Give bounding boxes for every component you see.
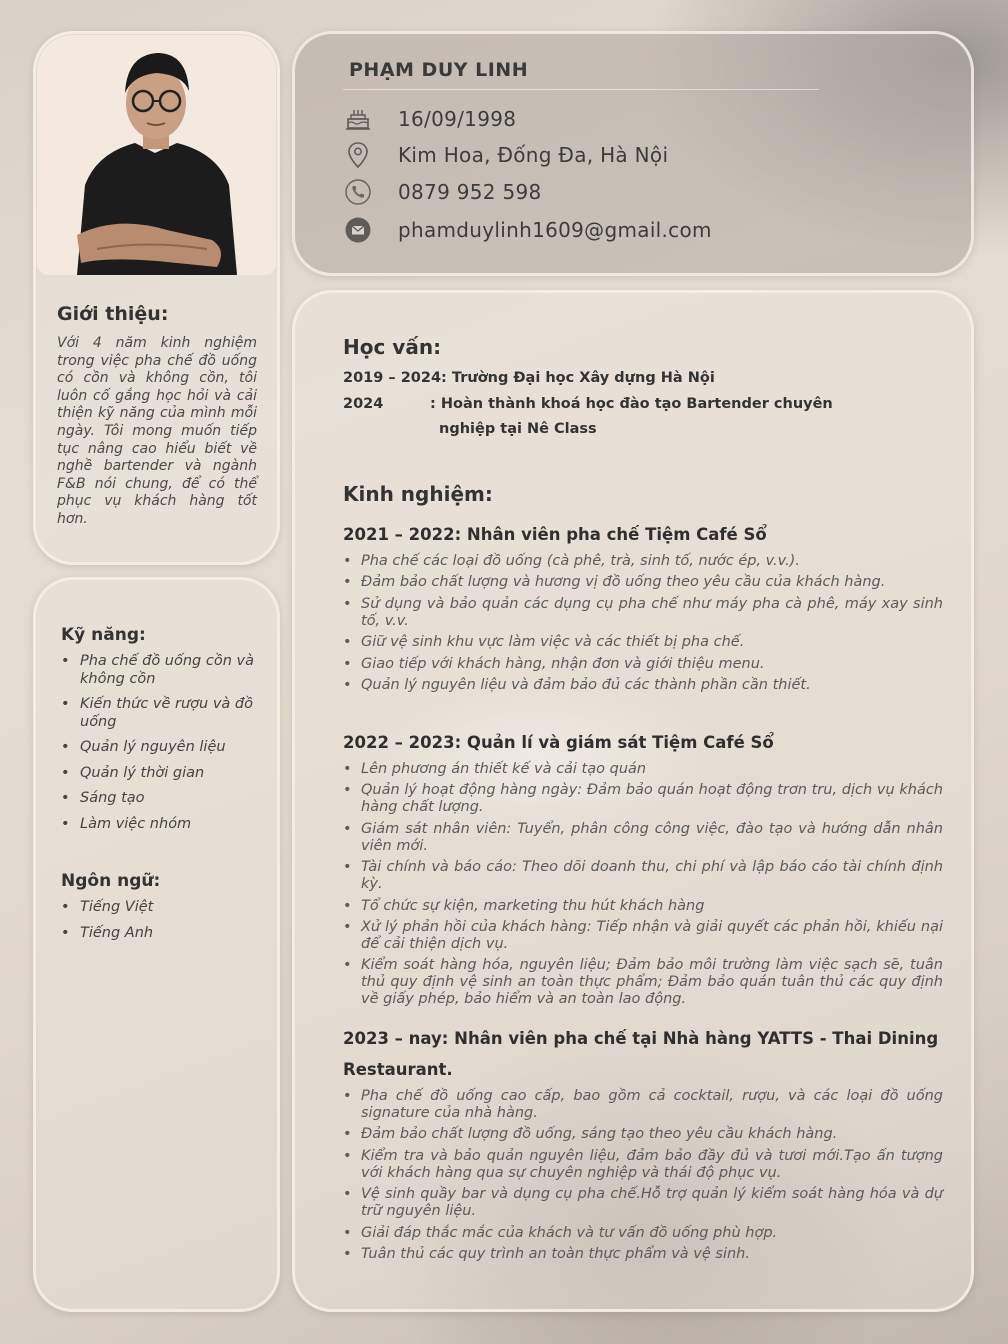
about-text: Với 4 năm kinh nghiệm trong việc pha chế đồ uống có cồn và không cồn, tôi luôn cố gắng học hỏi và cải thiện kỹ năng của mình mỗi ngày. Tôi mong muốn tiếp tục nâng cao hiểu biết về nghề bartender và ngành F&B nói chung, để có thể phục vụ khách hàng tốt hơn. <box>57 335 257 527</box>
skills-list <box>61 653 261 833</box>
job-duty: • Đảm bảo chất lượng và hương vị đồ uống theo yêu cầu của khách hàng. <box>343 574 943 591</box>
skill-item: • Làm việc nhóm <box>61 816 261 834</box>
contact-phone <box>344 177 542 207</box>
job-duty: • Tài chính và báo cáo: Theo dõi doanh thu, chi phí và lập báo cáo tài chính định kỳ. <box>343 859 943 893</box>
job-duty: • Tuân thủ các quy trình an toàn thực phẩm và vệ sinh. <box>343 1246 943 1263</box>
phone-icon <box>344 178 372 206</box>
education-text-continued: nghiệp tại Nê Class <box>439 421 597 437</box>
contact-email <box>344 215 712 245</box>
contact-birthday <box>344 104 516 134</box>
language-item: • Tiếng Việt <box>61 899 261 917</box>
job-title-continued: Restaurant. <box>343 1060 453 1079</box>
phone-text: 0879 952 598 <box>398 180 542 204</box>
skill-item: • Quản lý nguyên liệu <box>61 739 261 757</box>
education-period: 2024 <box>343 396 384 412</box>
education-heading: Học vấn: <box>343 335 442 359</box>
education-row <box>343 396 833 412</box>
job-duty: • Vệ sinh quầy bar và dụng cụ pha chế.Hỗ trợ quản lý kiểm soát hàng hóa và dự trữ nguyên liệu. <box>343 1186 943 1220</box>
language-item: • Tiếng Anh <box>61 925 261 943</box>
profile-photo <box>37 35 276 275</box>
portrait-image <box>37 35 276 275</box>
job-duty: • Giám sát nhân viên: Tuyển, phân công công việc, đào tạo và hướng dẫn nhân viên mới. <box>343 821 943 855</box>
job-duty: • Giải đáp thắc mắc của khách và tư vấn đồ uống phù hợp. <box>343 1225 943 1242</box>
job-title: 2023 – nay: Nhân viên pha chế tại Nhà hàng YATTS - Thai Dining <box>343 1029 939 1048</box>
job-title: 2022 – 2023: Quản lí và giám sát Tiệm Café Sổ <box>343 733 774 752</box>
job-duties-list <box>343 1088 943 1267</box>
job-duties-list <box>343 553 943 698</box>
address-text: Kim Hoa, Đống Đa, Hà Nội <box>398 143 669 167</box>
education-text: Trường Đại học Xây dựng Hà Nội <box>451 370 715 386</box>
job-duty: • Sử dụng và bảo quản các dụng cụ pha chế như máy pha cà phê, máy xay sinh tố, v.v. <box>343 596 943 630</box>
languages-list <box>61 899 261 943</box>
location-pin-icon <box>344 141 372 169</box>
email-icon <box>344 216 372 244</box>
job-duty: • Pha chế đồ uống cao cấp, bao gồm cả cocktail, rượu, và các loại đồ uống signature của nhà hàng. <box>343 1088 943 1122</box>
job-duty: • Quản lý hoạt động hàng ngày: Đảm bảo quán hoạt động trơn tru, dịch vụ khách hàng chất lượng. <box>343 782 943 816</box>
education-row <box>343 370 715 386</box>
skills-heading: Kỹ năng: <box>61 625 146 645</box>
job-duty: • Kiểm soát hàng hóa, nguyên liệu; Đảm bảo môi trường làm việc sạch sẽ, tuân thủ quy định vệ sinh an toàn thực phẩm; Đảm bảo quán tuân thủ các quy định về giấy phép, bảo hiểm và an toàn lao động. <box>343 957 943 1008</box>
name-divider <box>343 89 819 90</box>
job-duty: • Kiểm tra và bảo quản nguyên liệu, đảm bảo đầy đủ và tươi mới.Tạo ấn tượng với khách hàng qua sự chuyên nghiệp và thái độ phục vụ. <box>343 1148 943 1182</box>
education-text: : Hoàn thành khoá học đào tạo Bartender chuyên <box>430 396 833 412</box>
skill-item: • Pha chế đồ uống cồn và không cồn <box>61 653 261 688</box>
job-duty: • Đảm bảo chất lượng đồ uống, sáng tạo theo yêu cầu khách hàng. <box>343 1126 943 1143</box>
job-duty: • Tổ chức sự kiện, marketing thu hút khách hàng <box>343 898 943 915</box>
birthday-cake-icon <box>344 105 372 133</box>
job-duty: • Lên phương án thiết kế và cải tạo quán <box>343 761 943 778</box>
about-heading: Giới thiệu: <box>57 303 169 325</box>
email-text: phamduylinh1609@gmail.com <box>398 218 712 242</box>
job-duty: • Pha chế các loại đồ uống (cà phê, trà, sinh tố, nước ép, v.v.). <box>343 553 943 570</box>
birthday-text: 16/09/1998 <box>398 107 517 131</box>
job-duties-list <box>343 761 943 1013</box>
job-title: 2021 – 2022: Nhân viên pha chế Tiệm Café Sổ <box>343 525 767 544</box>
skill-item: • Sáng tạo <box>61 790 261 808</box>
skill-item: • Kiến thức về rượu và đồ uống <box>61 696 261 731</box>
education-period: 2019 – 2024: <box>343 370 447 386</box>
experience-heading: Kinh nghiệm: <box>343 482 493 506</box>
skill-item: • Quản lý thời gian <box>61 765 261 783</box>
candidate-name: PHẠM DUY LINH <box>349 59 529 81</box>
job-duty: • Giao tiếp với khách hàng, nhận đơn và giới thiệu menu. <box>343 656 943 673</box>
job-duty: • Xử lý phản hồi của khách hàng: Tiếp nhận và giải quyết các phản hồi, khiếu nại để cải thiện dịch vụ. <box>343 919 943 953</box>
languages-heading: Ngôn ngữ: <box>61 871 161 891</box>
job-duty: • Giữ vệ sinh khu vực làm việc và các thiết bị pha chế. <box>343 634 943 651</box>
contact-address <box>344 140 668 170</box>
job-duty: • Quản lý nguyên liệu và đảm bảo đủ các thành phần cần thiết. <box>343 677 943 694</box>
